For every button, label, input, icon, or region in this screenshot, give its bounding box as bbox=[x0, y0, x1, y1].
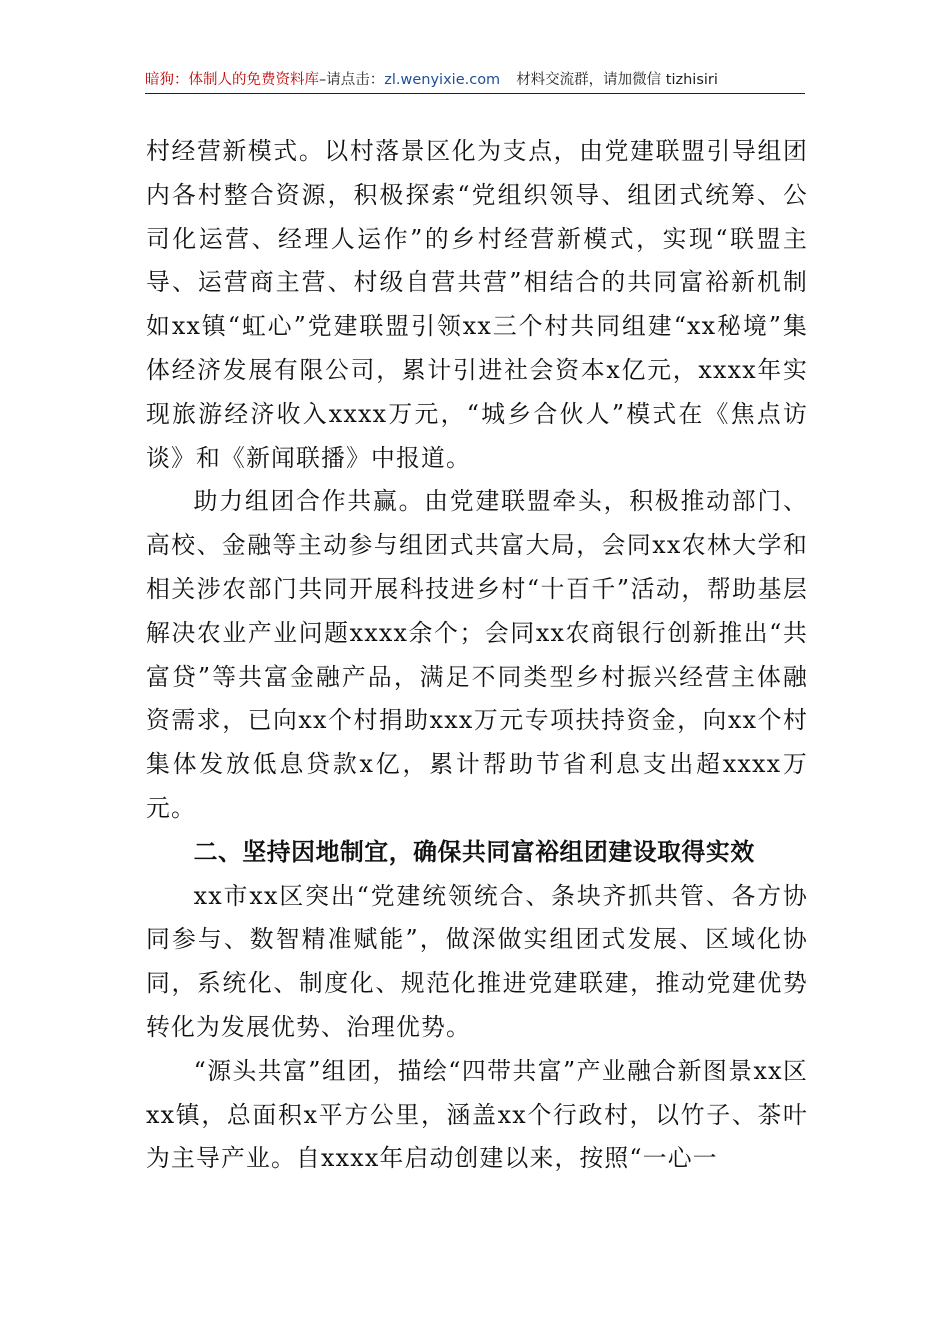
header-click-label: –请点击： bbox=[319, 72, 385, 88]
page-header bbox=[145, 68, 805, 94]
header-url-link[interactable]: zl.wenyixie.com bbox=[384, 72, 501, 88]
section-heading: 二、坚持因地制宜，确保共同富裕组团建设取得实效 bbox=[193, 837, 755, 866]
document-body bbox=[146, 130, 808, 1181]
header-group-info: 材料交流群，请加微信 tizhisiri bbox=[516, 72, 718, 88]
paragraph-district: xx市xx区突出“党建统领统合、条块齐抓共管、各方协同参与、数智精准赋能”，做深做实组团式发展、区域化协同，系统化、制度化、规范化推进党建联建，推动党建优势转化为发展优势、治理优势。 bbox=[146, 881, 808, 1041]
paragraph-continued: 村经营新模式。以村落景区化为支点，由党建联盟引导组团内各村整合资源，积极探索“党组织领导、组团式统筹、公司化运营、经理人运作”的乡村经营新模式，实现“联盟主导、运营商主营、村级自营共营”相结合的共同富裕新机制如xx镇“虹心”党建联盟引领xx三个村共同组建“xx秘境”集体经济发展有限公司，累计引进社会资本x亿元，xxxx年实现旅游经济收入xxxx万元，“城乡合伙人”模式在《焦点访谈》和《新闻联播》中报道。 bbox=[146, 137, 808, 472]
paragraph-source-group: “源头共富”组团，描绘“四带共富”产业融合新图景xx区xx镇，总面积x平方公里，涵盖xx个行政村，以竹子、茶叶为主导产业。自xxxx年启动创建以来，按照“一心一 bbox=[146, 1056, 808, 1173]
header-brand: 暗狗：体制人的免费资料库 bbox=[145, 72, 319, 88]
paragraph-cooperation: 助力组团合作共赢。由党建联盟牵头，积极推动部门、高校、金融等主动参与组团式共富大局，会同xx农林大学和相关涉农部门共同开展科技进乡村“十百千”活动，帮助基层解决农业产业问题xxxx余个；会同xx农商银行创新推出“共富贷”等共富金融产品，满足不同类型乡村振兴经营主体融资需求，已向xx个村捐助xxx万元专项扶持资金，向xx个村集体发放低息贷款x亿，累计帮助节省利息支出超xxxx万元。 bbox=[146, 487, 808, 822]
